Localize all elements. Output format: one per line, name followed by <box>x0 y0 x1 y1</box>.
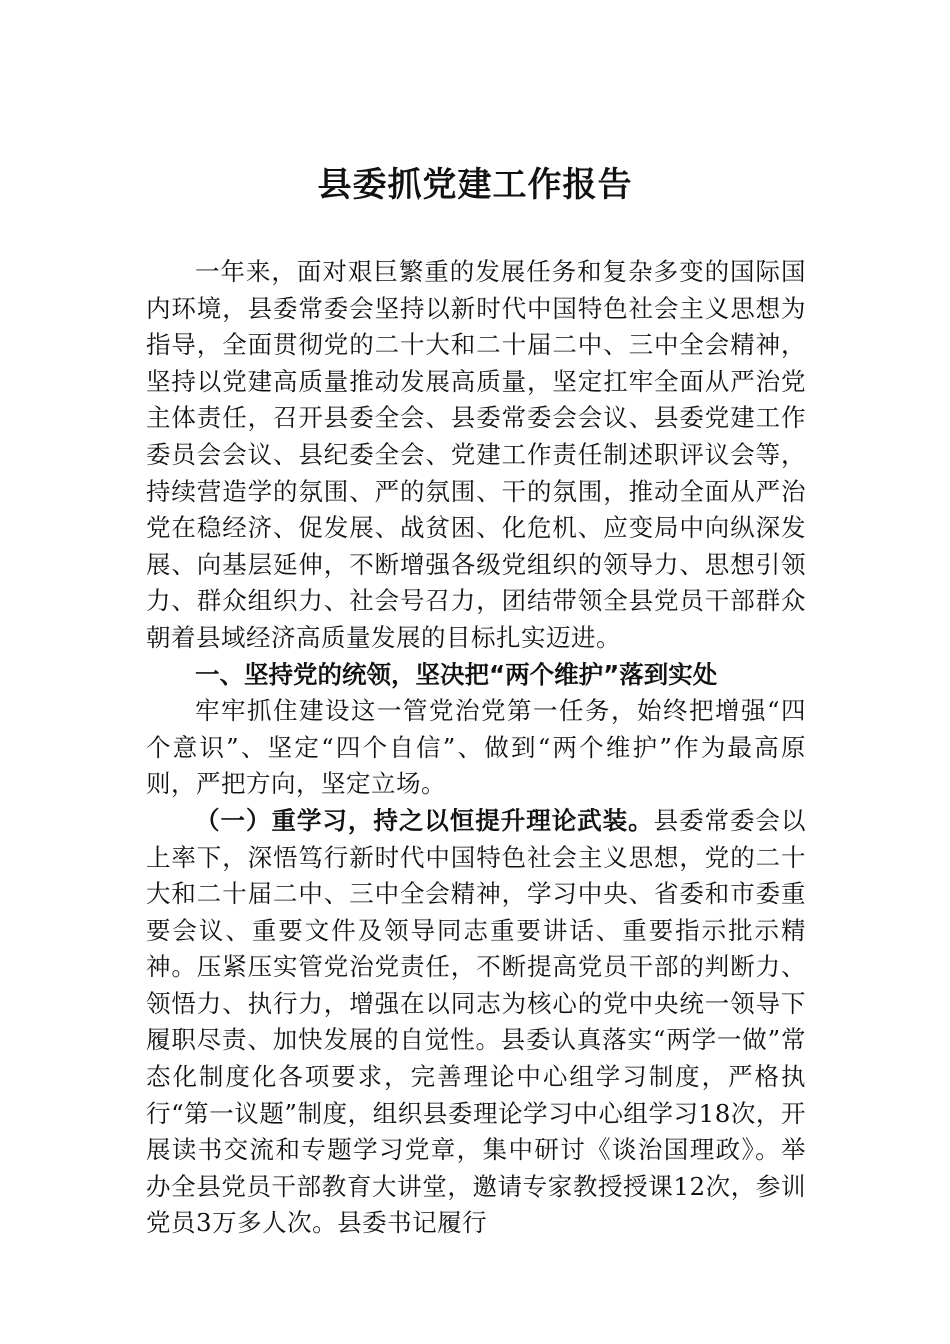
subsection-body-1: 县委常委会以上率下，深悟笃行新时代中国特色社会主义思想，党的二十大和二十届二中、三中全会精神，学习中央、省委和市委重要会议、重要文件及领导同志重要讲话、重要指示批示精神。压紧压实管党治党责任，不断提高党员干部的判断力、领悟力、执行力，增强在以同志为核心的党中央统一领导下履职尽责、加快发展的自觉性。县委认真落实“两学一做”常态化制度化各项要求，完善理论中心组学习制度，严格执行“第一议题”制度，组织县委理论学习中心组学习18次，开展读书交流和专题学习党章，集中研讨《谈治国理政》。举办全县党员干部教育大讲堂，邀请专家教授授课12次，参训党员3万多人次。县委书记履行 <box>146 805 807 1238</box>
subsection-heading-1: （一）重学习，持之以恒提升理论武装。 <box>195 805 654 835</box>
document-title: 县委抓党建工作报告 <box>317 165 633 205</box>
document-body <box>146 254 806 1242</box>
section-heading-1: 一、坚持党的统领，坚决把“两个维护”落到实处 <box>195 659 718 689</box>
paragraph-subsection-1 <box>146 803 806 1242</box>
paragraph-section-1-intro: 牢牢抓住建设这一管党治党第一任务，始终把增强“四个意识”、坚定“四个自信”、做到“两个维护”作为最高原则，严把方向，坚定立场。 <box>146 696 806 799</box>
paragraph-intro: 一年来，面对艰巨繁重的发展任务和复杂多变的国际国内环境，县委常委会坚持以新时代中国特色社会主义思想为指导，全面贯彻党的二十大和二十届二中、三中全会精神，坚持以党建高质量推动发展高质量，坚定扛牢全面从严治党主体责任，召开县委全会、县委常委会会议、县委党建工作委员会会议、县纪委全会、党建工作责任制述职评议会等，持续营造学的氛围、严的氛围、干的氛围，推动全面从严治党在稳经济、促发展、战贫困、化危机、应变局中向纵深发展、向基层延伸，不断增强各级党组织的领导力、思想引领力、群众组织力、社会号召力，团结带领全县党员干部群众朝着县域经济高质量发展的目标扎实迈进。 <box>146 257 806 652</box>
